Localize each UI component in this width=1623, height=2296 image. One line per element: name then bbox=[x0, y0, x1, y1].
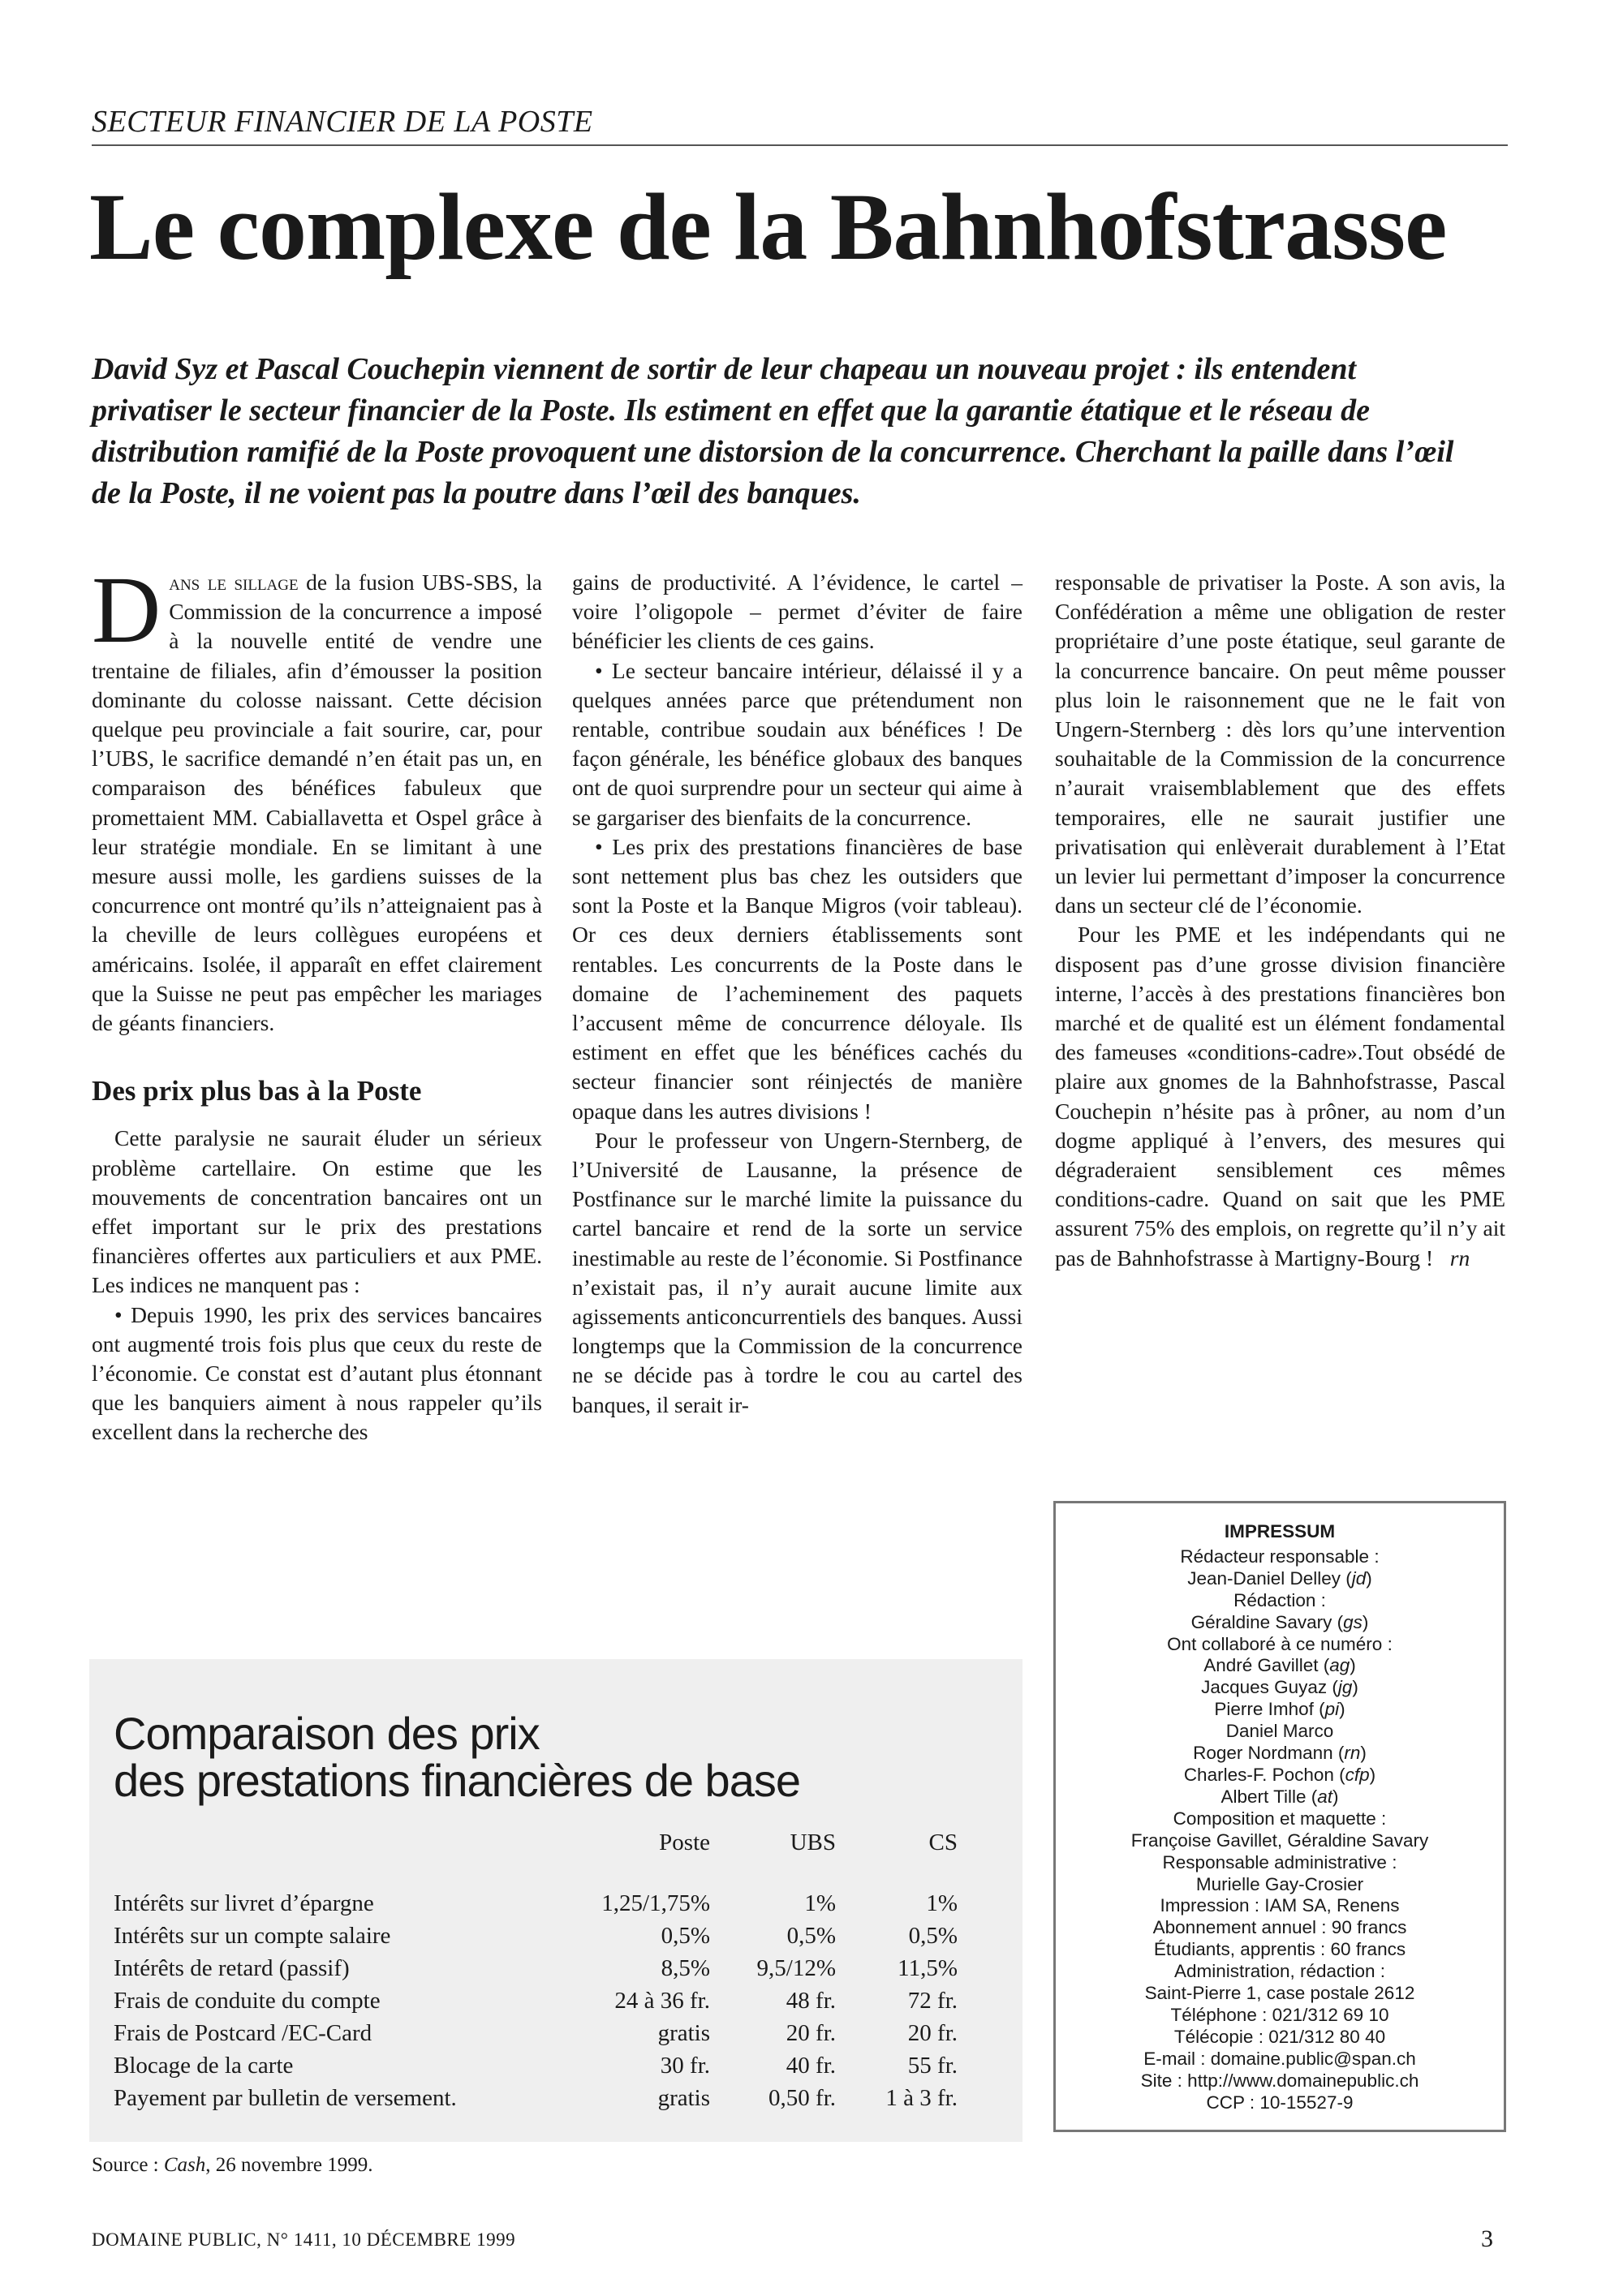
price-table-body bbox=[114, 1887, 958, 2114]
table-row bbox=[114, 2082, 958, 2114]
table-title-line-2: des prestations financières de base bbox=[114, 1755, 800, 1806]
col3-paragraph-2 bbox=[1055, 920, 1505, 1272]
page-number: 3 bbox=[1481, 2225, 1493, 2252]
footer-publication: DOMAINE PUBLIC, N° 1411, 10 DÉCEMBRE 1999 bbox=[92, 2229, 516, 2250]
value-cell: 0,5% bbox=[786, 1922, 836, 1949]
impressum-line: CCP : 10-15527-9 bbox=[1206, 2092, 1354, 2113]
subhead: Des prix plus bas à la Poste bbox=[92, 1075, 422, 1107]
impressum-line: Jacques Guyaz (jg) bbox=[1201, 1677, 1358, 1698]
price-table bbox=[114, 1829, 958, 2114]
value-cell: 20 fr. bbox=[907, 2019, 958, 2046]
impressum-line: Administration, rédaction : bbox=[1173, 1961, 1386, 1982]
value-cell: 0,5% bbox=[908, 1922, 958, 1949]
table-row bbox=[114, 1984, 958, 2017]
impressum-line: Site : http://www.domainepublic.ch bbox=[1140, 2070, 1419, 2091]
table-row bbox=[114, 2017, 958, 2049]
table-row bbox=[114, 1920, 958, 1952]
price-table-header bbox=[114, 1829, 958, 1887]
header-cell: CS bbox=[928, 1829, 958, 1855]
value-cell: 1% bbox=[926, 1890, 958, 1916]
impressum-line: Rédacteur responsable : bbox=[1180, 1546, 1380, 1567]
table-row bbox=[114, 1952, 958, 1984]
table-title bbox=[114, 1710, 800, 1804]
impressum-line: Télécopie : 021/312 80 40 bbox=[1173, 2026, 1386, 2047]
value-cell: 1% bbox=[804, 1890, 836, 1916]
header-rule bbox=[92, 144, 1508, 146]
col3-paragraph-1: responsable de privatiser la Poste. A son avis, la Confédération a même une obligation de rester propriétaire d’une poste étatique, seul garante de la concurrence bancaire. On peut même pousser plus loin le raisonnement que ne le fait von Ungern-Sternberg : dès lors qu’une intervention souhaitable de la Commission de la concurrence n’aurait vraisemblablement que des effets temporaires, elle ne saurait justifier une privatisation qui enlèverait durablement à l’Etat un levier lui permettant d’imposer la concurrence dans un secteur clé de l’économie. bbox=[1055, 570, 1505, 918]
value-cell: 20 fr. bbox=[786, 2019, 836, 2046]
impressum-line: Téléphone : 021/312 69 10 bbox=[1170, 2004, 1389, 2025]
impressum-line: Pierre Imhof (pi) bbox=[1214, 1699, 1345, 1720]
col2-paragraph-3: • Les prix des prestations financières de base sont nettement plus bas chez les outsiders que sont la Poste et la Banque Migros (voir tableau). Or ces deux derniers établissements sont rentables. Les concurrents de la Poste dans le domaine de l’acheminement des paquets l’accusent même de concurrence déloyale. Ils estiment en effet que les bénéfices cachés du secteur financier sont réinjectés de manière opaque dans les autres divisions ! bbox=[572, 833, 1022, 1124]
impressum-line: Albert Tille (at) bbox=[1220, 1786, 1339, 1807]
impressum-line: Jean-Daniel Delley (jd) bbox=[1187, 1567, 1372, 1589]
value-cell: gratis bbox=[657, 2084, 710, 2111]
small-caps-opening: ans le sillage bbox=[169, 570, 299, 595]
row-label-cell: Payement par bulletin de versement. bbox=[114, 2084, 457, 2111]
header-cell: Poste bbox=[659, 1829, 710, 1855]
table-row bbox=[114, 2049, 958, 2082]
value-cell: 72 fr. bbox=[907, 1987, 958, 2014]
row-label-cell: Frais de conduite du compte bbox=[114, 1987, 381, 2014]
impressum-line: Françoise Gavillet, Géraldine Savary bbox=[1130, 1829, 1429, 1851]
source-suffix: , 26 novembre 1999. bbox=[205, 2154, 373, 2176]
impressum-line: Rédaction : bbox=[1233, 1589, 1326, 1610]
value-cell: 24 à 36 fr. bbox=[614, 1987, 710, 2014]
row-label-cell: Intérêts sur livret d’épargne bbox=[114, 1890, 374, 1916]
impressum-line: Roger Nordmann (rn) bbox=[1193, 1743, 1367, 1764]
impressum-line: André Gavillet (ag) bbox=[1203, 1655, 1356, 1676]
impressum-line: Responsable administrative : bbox=[1162, 1851, 1397, 1872]
impressum-line: Abonnement annuel : 90 francs bbox=[1152, 1917, 1407, 1938]
value-cell: 1,25/1,75% bbox=[601, 1890, 710, 1916]
impressum-line: Géraldine Savary (gs) bbox=[1190, 1611, 1369, 1632]
impressum-line: Murielle Gay-Crosier bbox=[1195, 1873, 1364, 1894]
article-column-3 bbox=[1055, 568, 1505, 1273]
impressum-box bbox=[1053, 1501, 1506, 2132]
col1-text-1: de la fusion UBS-SBS, la Commission de la concurrence a imposé à la nouvelle entité de vendre une trentaine de filiales, afin d’émousser la position dominante du colosse naissant. Cette décision quelque peu provinciale a fait sourire, car, pour l’UBS, le sacrifice demandé n’en était pas un, en comparaison des bénéfices fabuleux que promettaient MM. Cabiallavetta et Ospel grâce à leur stratégie mondiale. En se limitant à une mesure aussi molle, les gardiens suisses de la concurrence ont montré qu’ils n’atteignaient pas à la cheville de leurs collègues européens et américains. Isolée, il apparaît en effet clairement que la Suisse ne peut pas empêcher les mariages de géants financiers. bbox=[92, 570, 542, 1036]
col1-paragraph-3: • Depuis 1990, les prix des services bancaires ont augmenté trois fois plus que ceux du reste de l’économie. Ce constat est d’autant plus étonnant que les banquiers aiment à nous rappeler qu’ils excellent dans la recherche des bbox=[92, 1301, 542, 1445]
col2-paragraph-4: Pour le professeur von Ungern-Sternberg, de l’Université de Lausanne, la présence de Postfinance sur le marché limite la puissance du cartel bancaire et rend de la sorte un service inestimable au reste de l’économie. Si Postfinance n’existait pas, il n’y aurait aucune limite aux agissements anticoncurrentiels des banques. Aussi longtemps que la Commission de la concurrence ne se décide pas à tordre le cou au cartel des banques, il serait ir- bbox=[572, 1127, 1022, 1417]
impressum-line: Ont collaboré à ce numéro : bbox=[1167, 1633, 1393, 1654]
drop-cap: D bbox=[92, 557, 161, 663]
article-column-2 bbox=[572, 568, 1022, 1420]
table-title-line-1: Comparaison des prix bbox=[114, 1708, 540, 1759]
col1-paragraph-2: Cette paralysie ne saurait éluder un sérieux problème cartellaire. On estime que les mouvements de concentration bancaires ont un effet important sur le prix des prestations financières offertes aux particuliers et aux PME. Les indices ne manquent pas : bbox=[92, 1125, 542, 1298]
value-cell: 30 fr. bbox=[660, 2052, 710, 2079]
table-header-row bbox=[114, 1829, 958, 1887]
impressum-line: Étudiants, apprentis : 60 francs bbox=[1153, 1939, 1406, 1960]
value-cell: 40 fr. bbox=[786, 2052, 836, 2079]
row-label-cell: Intérêts de retard (passif) bbox=[114, 1954, 350, 1981]
value-cell: 9,5/12% bbox=[756, 1954, 836, 1981]
impressum-line: Charles-F. Pochon (cfp) bbox=[1183, 1764, 1376, 1785]
section-label: SECTEUR FINANCIER DE LA POSTE bbox=[92, 105, 593, 139]
impressum-lines bbox=[1056, 1546, 1504, 2114]
impressum-line: Saint-Pierre 1, case postale 2612 bbox=[1144, 1983, 1415, 2004]
value-cell: 8,5% bbox=[661, 1954, 710, 1981]
impressum-line: Impression : IAM SA, Renens bbox=[1160, 1895, 1400, 1916]
header-label-cell bbox=[114, 1829, 568, 1887]
value-cell: 48 fr. bbox=[786, 1987, 836, 2014]
article-column-1 bbox=[92, 557, 542, 1447]
col1-paragraph-1 bbox=[92, 557, 542, 1038]
col2-paragraph-2: • Le secteur bancaire intérieur, délaissé il y a quelques années parce que prétendument non rentable, contribue soudain aux bénéfices ! De façon générale, les bénéfice globaux des banques ont de quoi surprendre pour un secteur qui aime à se gargariser des bienfaits de la concurrence. bbox=[572, 657, 1022, 830]
value-cell: 0,5% bbox=[661, 1922, 710, 1949]
value-cell: 55 fr. bbox=[907, 2052, 958, 2079]
source-prefix: Source : bbox=[92, 2154, 164, 2176]
impressum-line: E-mail : domaine.public@span.ch bbox=[1143, 2048, 1416, 2069]
value-cell: 11,5% bbox=[898, 1954, 958, 1981]
author-signature: rn bbox=[1449, 1245, 1470, 1271]
value-cell: 0,50 fr. bbox=[768, 2084, 836, 2111]
col2-paragraph-1: gains de productivité. A l’évidence, le cartel – voire l’oligopole – permet d’éviter de faire bénéficier les clients de ces gains. bbox=[572, 570, 1022, 654]
value-cell: gratis bbox=[657, 2019, 710, 2046]
row-label-cell: Frais de Postcard /EC-Card bbox=[114, 2019, 372, 2046]
impressum-title: IMPRESSUM bbox=[1224, 1521, 1336, 1541]
row-label-cell: Blocage de la carte bbox=[114, 2052, 294, 2079]
table-source bbox=[92, 2154, 373, 2177]
lead-paragraph: David Syz et Pascal Couchepin viennent de sortir de leur chapeau un nouveau projet : ils entendent privatiser le secteur financier de la Poste. Ils estiment en effet que la garantie étatique et le réseau de distribution ramifié de la Poste provoquent une distorsion de la concurrence. Cherchant la paille dans l’œil de la Poste, il ne voient pas la poutre dans l’œil des banques. bbox=[92, 352, 1454, 510]
impressum-line: Daniel Marco bbox=[1225, 1721, 1334, 1742]
source-name: Cash bbox=[163, 2154, 206, 2176]
header-cell: UBS bbox=[790, 1829, 836, 1855]
col3-text-2: Pour les PME et les indépendants qui ne disposent pas d’une grosse division financière interne, l’accès à des prestations financières bon marché et de qualité est un élément fondamental des fameuses «conditions-cadre».Tout obsédé de plaire aux gnomes de la Bahnhofstrasse, Pascal Couchepin n’hésite pas à prôner, au nom d’un dogme appliqué à l’envers, des mesures qui dégraderaient sensiblement ces mêmes conditions-cadre. Quand on sait que les PME assurent 75% des emplois, on regrette qu’il n’y ait pas de Bahnhofstrasse à Martigny-Bourg ! bbox=[1055, 922, 1505, 1271]
table-row bbox=[114, 1887, 958, 1920]
row-label-cell: Intérêts sur un compte salaire bbox=[114, 1922, 391, 1949]
value-cell: 1 à 3 fr. bbox=[885, 2084, 958, 2111]
impressum-line: Composition et maquette : bbox=[1173, 1808, 1387, 1829]
headline: Le complexe de la Bahnhofstrasse bbox=[89, 174, 1447, 280]
